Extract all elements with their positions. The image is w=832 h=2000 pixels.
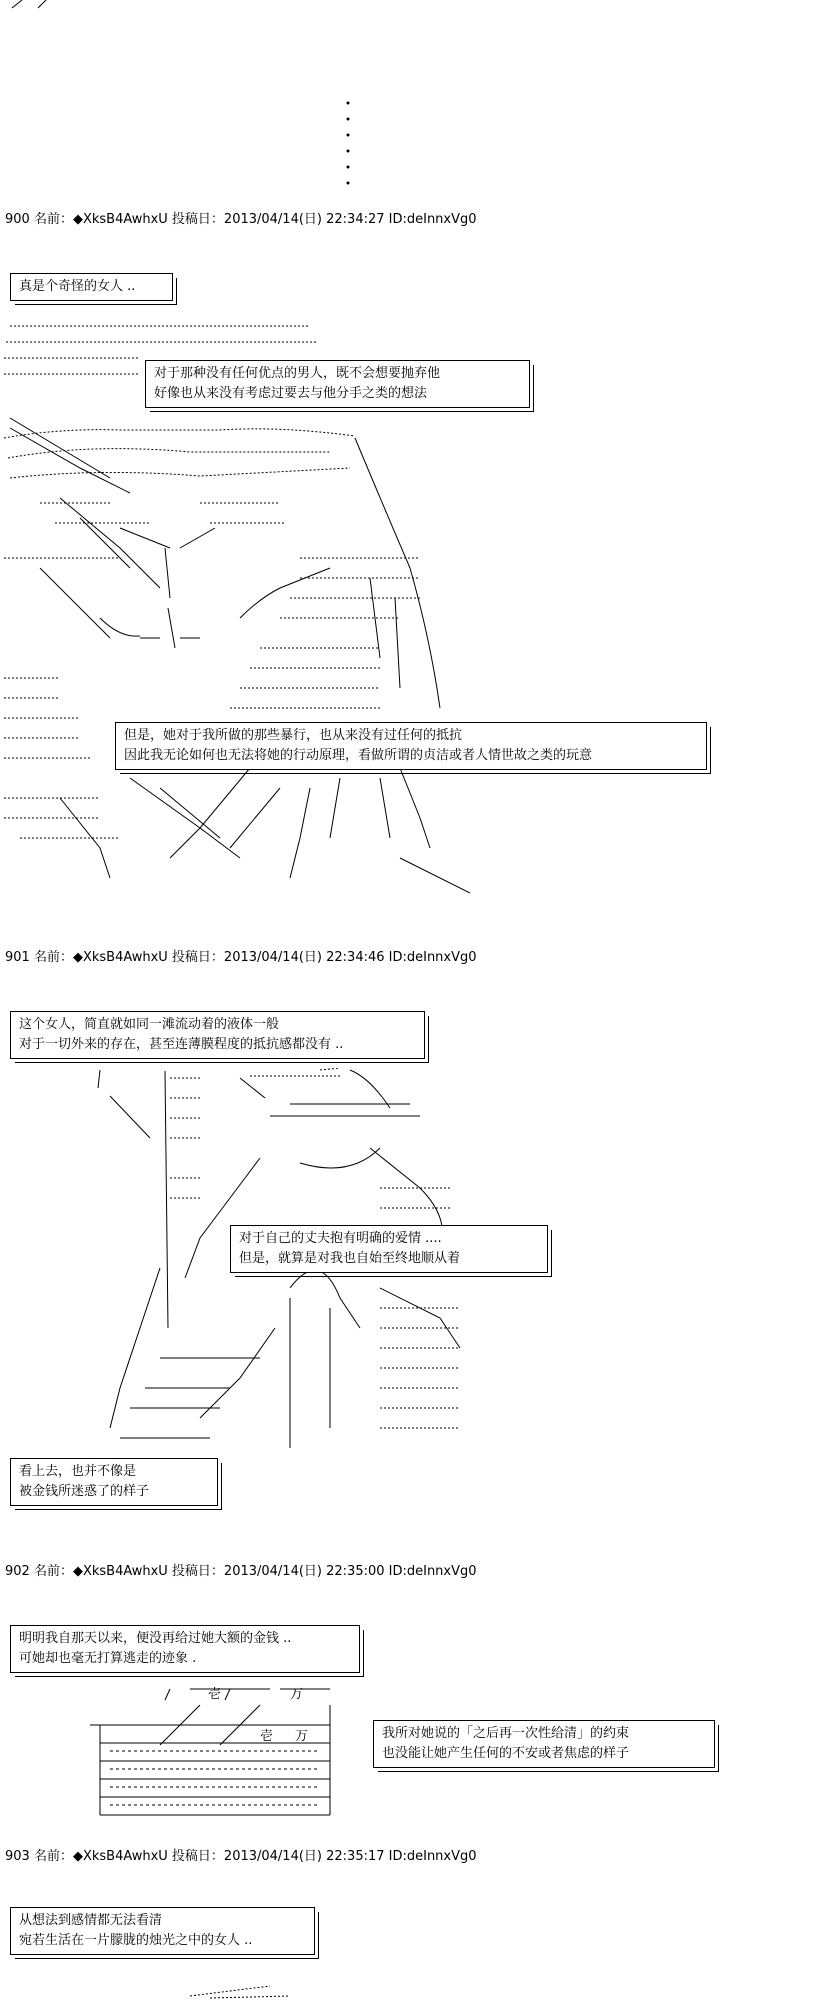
narration-line: 可她却也毫无打算逃走的迹象 . [19, 1651, 197, 1666]
narration-line: 看上去，也并不像是 [19, 1464, 137, 1479]
narration-line: 我所对她说的「之后再一次性给清」的约束 [382, 1726, 630, 1741]
narration-line: 从想法到感情都无法看清 [19, 1913, 163, 1928]
narration-box [10, 1907, 315, 1955]
narration-line: 因此我无论如何也无法将她的行动原理，看做所谓的贞洁或者人情世故之类的玩意 [124, 748, 593, 763]
narration-box [10, 1011, 425, 1059]
narration-box [115, 722, 707, 770]
ellipsis-dots [345, 100, 351, 185]
narration-box [145, 360, 530, 408]
ascii-art-money-stack [70, 1685, 350, 1820]
narration-line: 但是，就算是对我也自始至终地顺从着 [239, 1251, 461, 1266]
bill-label: 壱 [260, 1729, 274, 1744]
narration-line: 这个女人，简直就如同一滩流动着的液体一般 [19, 1017, 280, 1032]
narration-line: 对于自己的丈夫抱有明确的爱情 .... [239, 1231, 442, 1246]
post-header-902: 902 名前：◆XksB4AwhxU 投稿日：2013/04/14(日) 22:35:00 ID:deInnxVg0 [5, 1564, 477, 1579]
post-header-901: 901 名前：◆XksB4AwhxU 投稿日：2013/04/14(日) 22:34:46 ID:deInnxVg0 [5, 950, 477, 965]
narration-line: 对于那种没有任何优点的男人，既不会想要抛弃他 [154, 366, 441, 381]
narration-line: 被金钱所迷惑了的样子 [19, 1484, 150, 1499]
bill-label: 万 [290, 1687, 304, 1702]
narration-line: 也没能让她产生任何的不安或者焦虑的样子 [382, 1746, 630, 1761]
narration-box [10, 1458, 218, 1506]
narration-line: 明明我自那天以来，便没再给过她大额的金钱 .. [19, 1631, 292, 1646]
bill-label: 壱 [208, 1687, 222, 1702]
narration-line: 真是个奇怪的女人 .. [19, 279, 136, 294]
narration-line: 好像也从来没有考虑过要去与他分手之类的想法 [154, 386, 428, 401]
ascii-art-top-fragment [0, 0, 80, 20]
bill-label: 万 [295, 1729, 309, 1744]
narration-line: 宛若生活在一片朦胧的烛光之中的女人 .. [19, 1933, 253, 1948]
narration-box [373, 1720, 715, 1768]
narration-box [10, 1625, 360, 1673]
narration-box [230, 1225, 548, 1273]
narration-box [10, 273, 173, 301]
narration-line: 对于一切外来的存在，甚至连薄膜程度的抵抗感都没有 .. [19, 1037, 344, 1052]
narration-line: 但是，她对于我所做的那些暴行，也从来没有过任何的抵抗 [124, 728, 463, 743]
post-header-903: 903 名前：◆XksB4AwhxU 投稿日：2013/04/14(日) 22:35:17 ID:deInnxVg0 [5, 1849, 477, 1864]
post-header-900: 900 名前：◆XksB4AwhxU 投稿日：2013/04/14(日) 22:34:27 ID:deInnxVg0 [5, 212, 477, 227]
ascii-art-bottom-fragment [170, 1980, 300, 2000]
